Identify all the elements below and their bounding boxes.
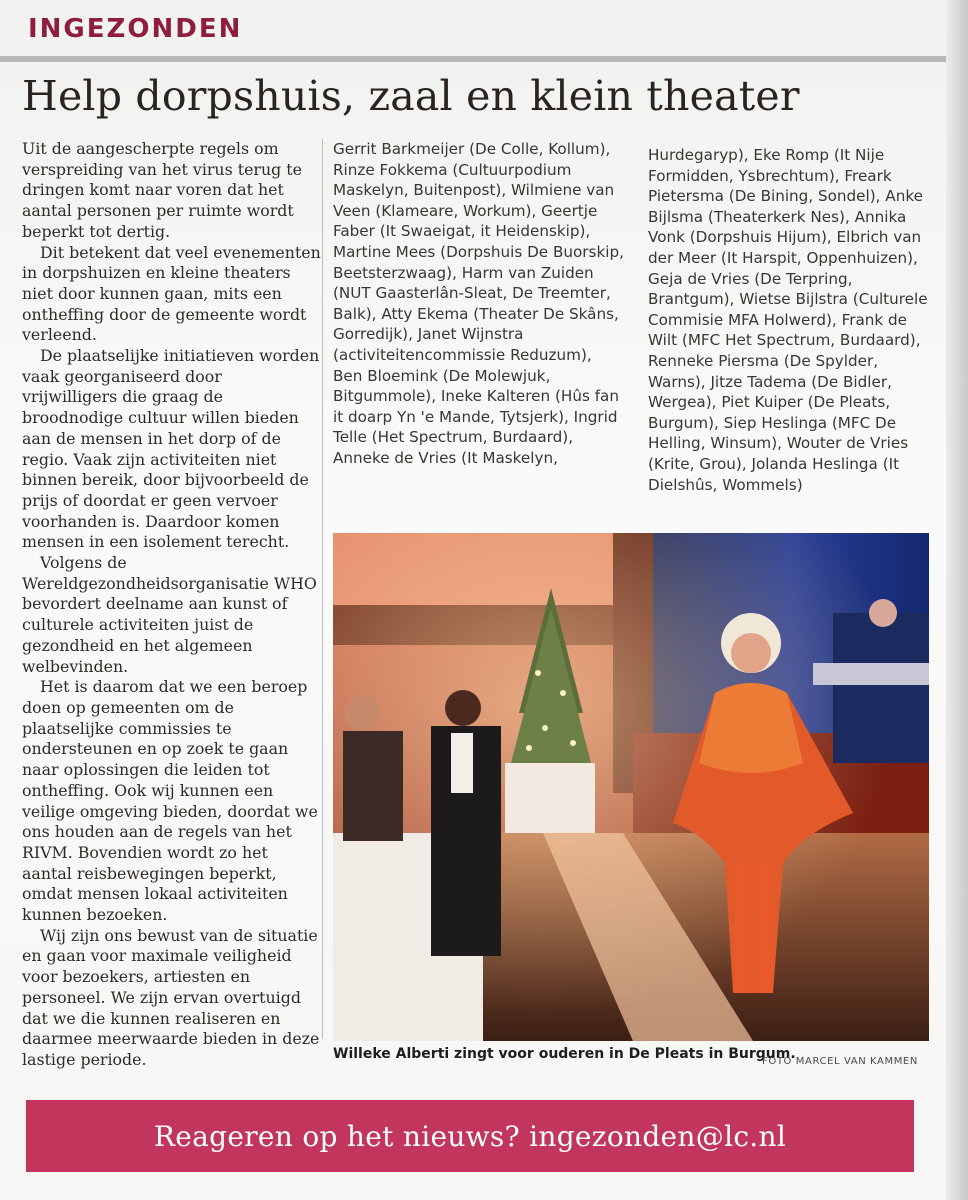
signatories-column-3	[648, 145, 940, 495]
photo-caption: Willeke Alberti zingt voor ouderen in De Pleats in Burgum.	[333, 1046, 796, 1062]
article-photo	[333, 533, 929, 1041]
header-rule	[0, 56, 946, 62]
paragraph: Uit de aangescherpte regels om verspreiding van het virus terug te dringen komt naar voren dat het aantal personen per ruimte wordt beperkt tot dertig.	[22, 139, 302, 241]
paragraph: Wij zijn ons bewust van de situatie en gaan voor maximale veiligheid voor bezoekers, artiesten en personeel. We zijn ervan overtuigd dat we die kunnen realiseren en daarmee meerwaarde bieden in deze lastige periode.	[22, 925, 320, 1069]
headline: Help dorpshuis, zaal en klein theater	[22, 72, 800, 120]
signatories-column-2	[333, 139, 625, 469]
article-column-1	[22, 139, 322, 1071]
paragraph: Dit betekent dat veel evenementen in dorpshuizen en kleine theaters niet door kunnen gaan, mits een ontheffing door de gemeente wordt verleend.	[22, 242, 321, 345]
column-divider	[322, 139, 323, 1039]
paragraph: Het is daarom dat we een beroep doen op gemeenten om de plaatselijke commissies te ondersteunen en op zoek te gaan naar oplossingen die leiden tot ontheffing. Ook wij kunnen een veilige omgeving bieden, doordat we ons houden aan de regels van het RIVM. Bovendien wordt zo het aantal reisbewegingen beperkt, omdat mensen lokaal activiteiten kunnen bezoeken.	[22, 677, 318, 925]
response-banner	[26, 1100, 914, 1172]
section-label: INGEZONDEN	[28, 14, 243, 44]
banner-text: Reageren op het nieuws? ingezonden@lc.nl	[153, 1119, 787, 1153]
signatories-text: Gerrit Barkmeijer (De Colle, Kollum), Rinze Fokkema (Cultuurpodium Maskelyn, Buitenpost), Wilmiene van Veen (Klameare, Workum), Geertje Faber (It Swaeigat, it Heidenskip), Martine Mees (Dorpshuis De Buorskip, Beetsterzwaag), Harm van Zuiden (NUT Gaasterlân-Sleat, De Treemter, Balk), Atty Ekema (Theater De Skâns, Gorredijk), Janet Wijnstra (activiteitencommissie Reduzum), Ben Bloemink (De Molewjuk, Bitgummole), Ineke Kalteren (Hûs fan it doarp Yn 'e Mande, Tytsjerk), Ingrid Telle (Het Spectrum, Burdaard), Anneke de Vries (It Maskelyn,	[333, 140, 624, 467]
photo-credit: FOTO MARCEL VAN KAMMEN	[762, 1056, 918, 1067]
paragraph: De plaatselijke initiatieven worden vaak georganiseerd door vrijwilligers die graag de broodnodige cultuur willen bieden aan de mensen in het dorp of de regio. Vaak zijn activiteiten niet binnen bereik, door bijvoorbeeld de prijs of doordat er geen vervoer voorhanden is. Daardoor komen mensen in een isolement terecht.	[22, 346, 320, 552]
paragraph: Volgens de Wereldgezondheidsorganisatie WHO bevordert deelname aan kunst of culturele activiteiten juist de gezondheid en het algemeen welbevinden.	[22, 553, 317, 676]
photo-illustration	[333, 533, 929, 1041]
signatories-text: Hurdegaryp), Eke Romp (It Nije Formidden, Ysbrechtum), Freark Pietersma (De Bining, Sondel), Anke Bijlsma (Theaterkerk Nes), Annika Vonk (Dorpshuis Hijum), Elbrich van der Meer (It Harspit, Oppenhuizen), Geja de Vries (De Terpring, Brantgum), Wietse Bijlstra (Culturele Commisie MFA Holwerd), Frank de Wilt (MFC Het Spectrum, Burdaard), Renneke Piersma (De Spylder, Warns), Jitze Tadema (De Bidler, Wergea), Piet Kuiper (De Pleats, Burgum), Siep Heslinga (MFC De Helling, Winsum), Wouter de Vries (Krite, Grou), Jolanda Heslinga (It Dielshûs, Wommels)	[648, 146, 928, 494]
page-edge	[946, 0, 968, 1200]
